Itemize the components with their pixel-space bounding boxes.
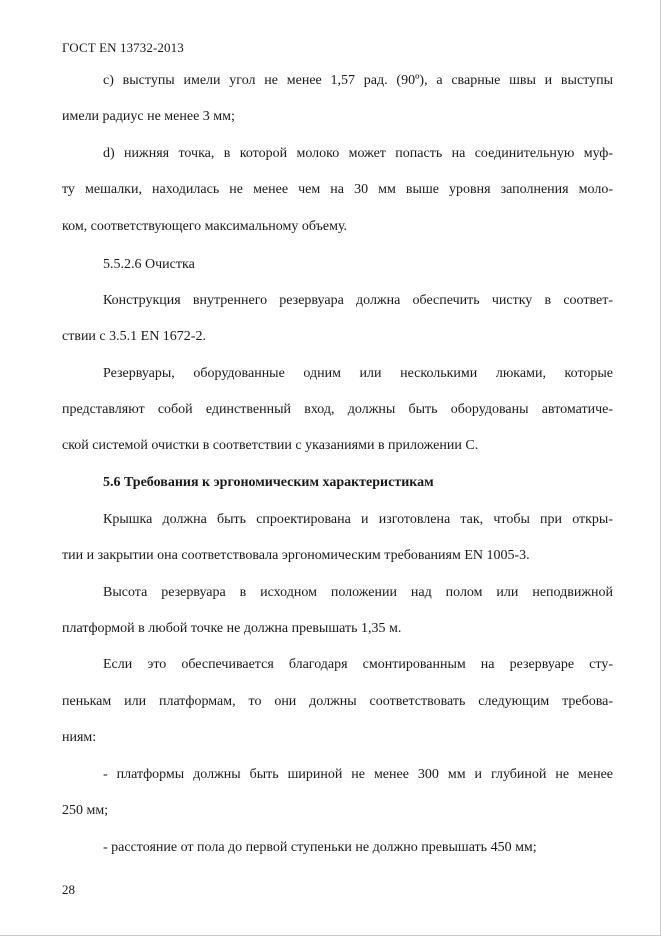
document-header: ГОСТ EN 13732-2013 bbox=[62, 40, 184, 55]
text-line: ком, соответствующего максимальному объему. bbox=[62, 219, 348, 234]
text-line: ствии с 3.5.1 EN 1672-2. bbox=[62, 329, 206, 344]
text-line: ту мешалки, находилась не менее чем на 30 мм выше уровня заполнения моло- bbox=[62, 182, 613, 197]
text-line: ниям: bbox=[62, 730, 97, 745]
text-line: платформой в любой точке не должна превышать 1,35 м. bbox=[62, 621, 402, 636]
text-line: имели радиус не менее 3 мм; bbox=[62, 109, 235, 124]
text-line: 250 мм; bbox=[62, 803, 109, 818]
text-line: Если это обеспечивается благодаря смонтированным на резервуаре сту- bbox=[103, 657, 613, 672]
text-line: Крышка должна быть спроектирована и изготовлена так, чтобы при откры- bbox=[103, 512, 613, 527]
list-item: - расстояние от пола до первой ступеньки не должно превышать 450 мм; bbox=[103, 840, 537, 855]
text-line: представляют собой единственный вход, должны быть оборудованы автоматиче- bbox=[62, 402, 613, 417]
page-number: 28 bbox=[62, 882, 75, 897]
text-line: c) выступы имели угол не менее 1,57 рад. (90º), а сварные швы и выступы bbox=[103, 73, 613, 88]
list-item: - платформы должны быть шириной не менее 300 мм и глубиной не менее bbox=[103, 767, 613, 782]
text-line: пенькам или платформам, то они должны соответствовать следующим требова- bbox=[62, 694, 613, 709]
text-line: ской системой очистки в соответствии с указаниями в приложении C. bbox=[62, 438, 479, 453]
section-heading: 5.6 Требования к эргономическим характеристикам bbox=[103, 475, 434, 490]
text-line: тии и закрытии она соответствовала эргономическим требованиям EN 1005-3. bbox=[62, 548, 530, 563]
text-line: Высота резервуара в исходном положении над полом или неподвижной bbox=[103, 585, 613, 600]
text-line: Конструкция внутреннего резервуара должна обеспечить чистку в соответ- bbox=[103, 293, 613, 308]
section-heading: 5.5.2.6 Очистка bbox=[103, 257, 195, 272]
text-line: d) нижняя точка, в которой молоко может попасть на соединительную муф- bbox=[103, 146, 613, 161]
text-line: Резервуары, оборудованные одним или несколькими люками, которые bbox=[103, 366, 613, 381]
